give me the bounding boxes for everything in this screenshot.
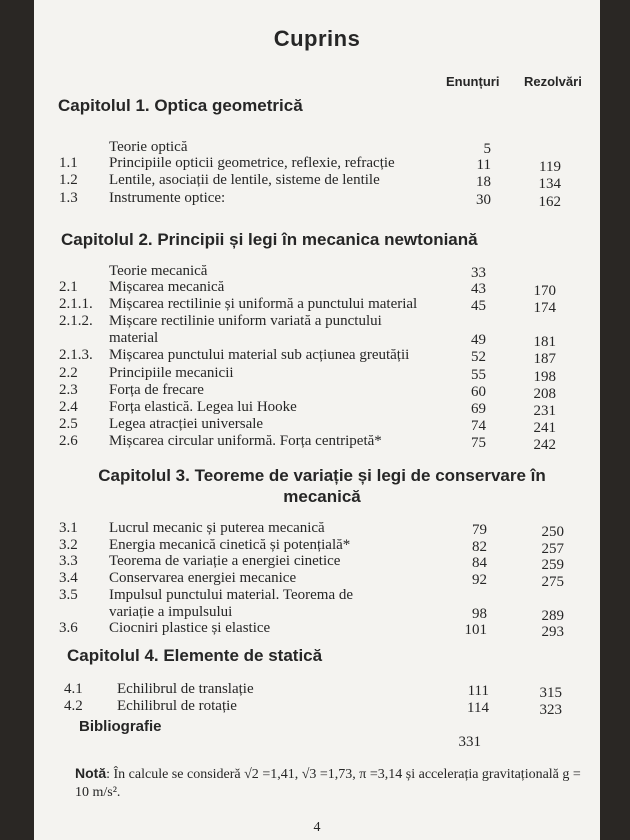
section-title: Mișcarea punctului material sub acțiunea greutății (109, 347, 410, 363)
section-title: Lentile, asociații de lentile, sisteme de lentile (109, 172, 380, 188)
section-title: Energia mecanică cinetică și potențială* (109, 537, 351, 553)
note-text-c: =1,73, π =3,14 și accelerația gravitațională g = 10 m/s². (75, 767, 581, 800)
section-title: Legea atracției universale (109, 416, 264, 432)
sqrt3: √3 (301, 767, 317, 782)
rezolvari-page: 293 (541, 624, 564, 640)
rezolvari-page: 241 (533, 420, 556, 436)
rezolvari-page: 259 (541, 557, 564, 573)
column-header-enunturi: Enunțuri (446, 74, 500, 89)
section-title: Lucrul mecanic și puterea mecanică (109, 520, 325, 536)
rezolvari-page: 257 (541, 541, 564, 557)
section-title: Teorie mecanică (109, 263, 208, 279)
enunturi-page: 18 (476, 174, 491, 190)
section-number: 2.6 (59, 433, 78, 449)
rezolvari-page: 162 (538, 194, 561, 210)
section-title: Echilibrul de rotație (117, 698, 237, 714)
rezolvari-page: 119 (539, 159, 561, 175)
section-number: 4.2 (64, 698, 83, 714)
sqrt2: √2 (244, 767, 259, 782)
note-text-b: =1,41, (258, 767, 302, 782)
enunturi-page: 92 (472, 572, 487, 588)
section-number: 2.5 (59, 416, 78, 432)
section-number: 2.2 (59, 365, 78, 381)
section-title: Impulsul punctului material. Teorema de (109, 587, 354, 603)
bibliography-heading: Bibliografie (79, 718, 162, 735)
section-title: Teorema de variație a energiei cinetice (109, 553, 341, 569)
note-text-a: : În calcule se consideră (106, 767, 245, 782)
rezolvari-page: 208 (533, 386, 556, 402)
enunturi-page: 84 (472, 555, 487, 571)
enunturi-page: 45 (471, 298, 486, 314)
section-number: 3.6 (59, 620, 78, 636)
page-title: Cuprins (273, 26, 361, 51)
section-title: Ciocniri plastice și elastice (109, 620, 271, 636)
section-title: Mișcarea circular uniformă. Forța centripetă* (109, 433, 382, 449)
rezolvari-page: 181 (533, 334, 556, 350)
chapter-3-title: Capitolul 3. Teoreme de variație și legi de conservare în mecanică (98, 466, 546, 506)
enunturi-page: 52 (471, 349, 486, 365)
rezolvari-page: 231 (533, 403, 556, 419)
rezolvari-page: 170 (533, 283, 556, 299)
enunturi-page: 55 (471, 367, 486, 383)
enunturi-page: 74 (471, 418, 486, 434)
section-number: 1.1 (59, 155, 78, 171)
enunturi-page: 69 (471, 401, 486, 417)
note-label: Notă (75, 765, 107, 781)
enunturi-page: 30 (476, 192, 491, 208)
section-number: 1.3 (59, 190, 78, 206)
section-number: 3.2 (59, 537, 78, 553)
enunturi-page: 101 (464, 622, 487, 638)
section-title: material (109, 330, 159, 346)
section-number: 3.1 (59, 520, 78, 536)
column-header-rezolvari: Rezolvări (524, 74, 582, 89)
enunturi-page: 11 (476, 157, 491, 173)
section-title: Mișcare rectilinie uniform variată a punctului (109, 313, 382, 329)
section-title: Instrumente optice: (109, 190, 226, 206)
enunturi-page: 98 (472, 606, 487, 622)
section-number: 1.2 (59, 172, 78, 188)
section-title: Conservarea energiei mecanice (109, 570, 297, 586)
document-page (34, 0, 600, 840)
enunturi-page: 79 (472, 522, 487, 538)
section-number: 2.3 (59, 382, 78, 398)
section-number: 2.1.1. (59, 296, 93, 312)
enunturi-page: 43 (471, 281, 486, 297)
section-title: Mișcarea mecanică (109, 279, 225, 295)
rezolvari-page: 289 (541, 608, 564, 624)
rezolvari-page: 187 (533, 351, 556, 367)
section-number: 4.1 (64, 681, 83, 697)
rezolvari-page: 323 (539, 702, 562, 718)
rezolvari-page: 174 (533, 300, 556, 316)
enunturi-page: 5 (483, 141, 491, 157)
page-number: 4 (313, 820, 321, 835)
chapter-1-title: Capitolul 1. Optica geometrică (58, 96, 303, 115)
enunturi-page: 114 (467, 700, 489, 716)
section-title: Mișcarea rectilinie și uniformă a punctului material (109, 296, 418, 312)
section-number: 3.4 (59, 570, 78, 586)
section-number: 2.4 (59, 399, 78, 415)
section-title: Echilibrul de translație (117, 681, 254, 697)
section-number: 2.1 (59, 279, 78, 295)
enunturi-page: 60 (471, 384, 486, 400)
rezolvari-page: 134 (538, 176, 561, 192)
section-title: Forța elastică. Legea lui Hooke (109, 399, 297, 415)
section-title: variație a impulsului (109, 604, 233, 620)
rezolvari-page: 250 (541, 524, 564, 540)
section-title: Forța de frecare (109, 382, 204, 398)
section-number: 2.1.2. (59, 313, 93, 329)
enunturi-page: 49 (471, 332, 486, 348)
section-number: 3.3 (59, 553, 78, 569)
section-title: Principiile mecanicii (109, 365, 234, 381)
enunturi-page: 33 (471, 265, 486, 281)
chapter-4-title: Capitolul 4. Elemente de statică (67, 646, 323, 665)
note-paragraph (75, 764, 585, 802)
rezolvari-page: 198 (533, 369, 556, 385)
rezolvari-page: 242 (533, 437, 556, 453)
enunturi-page: 111 (467, 683, 489, 699)
enunturi-page: 82 (472, 539, 487, 555)
rezolvari-page: 315 (539, 685, 562, 701)
enunturi-page: 75 (471, 435, 486, 451)
section-title: Teorie optică (109, 139, 188, 155)
chapter-2-title: Capitolul 2. Principii și legi în mecanica newtoniană (61, 230, 478, 249)
section-number: 3.5 (59, 587, 78, 603)
bibliography-page: 331 (458, 734, 481, 750)
section-number: 2.1.3. (59, 347, 93, 363)
rezolvari-page: 275 (541, 574, 564, 590)
section-title: Principiile opticii geometrice, reflexie, refracție (109, 155, 395, 171)
